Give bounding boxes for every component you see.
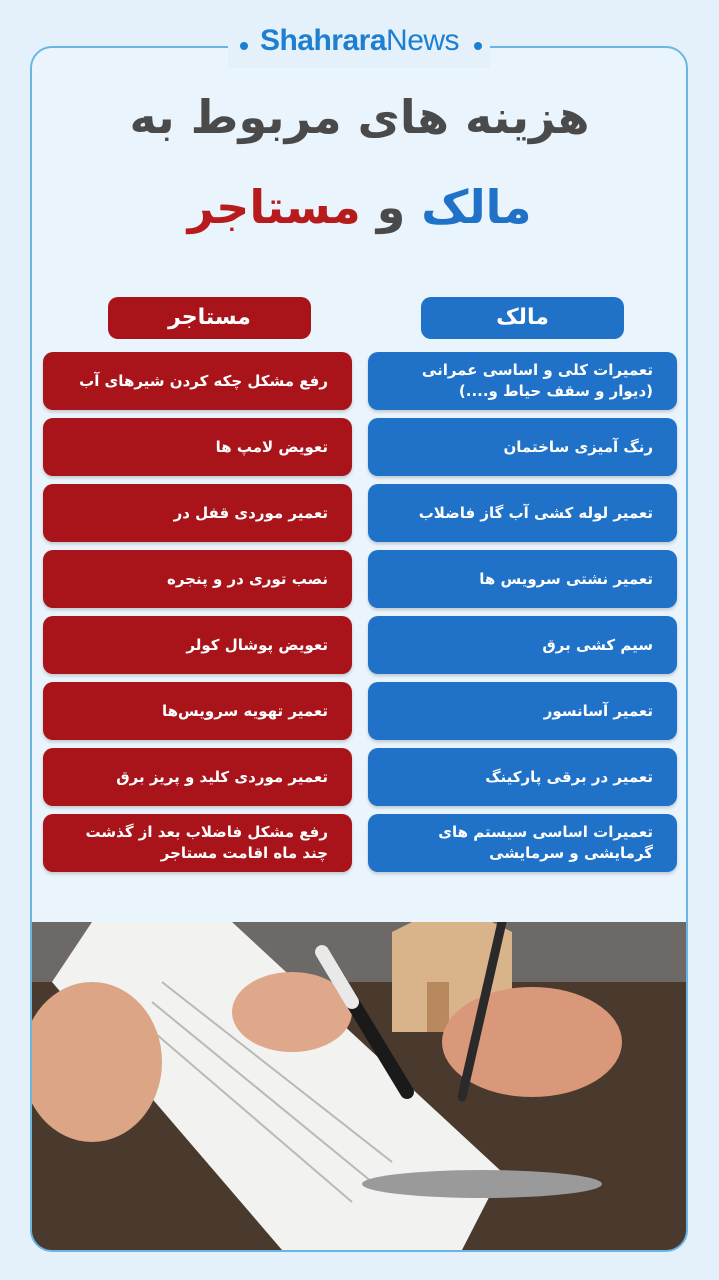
contract-signing-illustration bbox=[32, 922, 686, 1250]
owner-item: تعمیرات کلی و اساسی عمرانی (دیوار و سقف حیاط و....) bbox=[368, 352, 677, 410]
owner-item: رنگ آمیزی ساختمان bbox=[368, 418, 677, 476]
owner-column-header: مالک bbox=[421, 297, 624, 339]
owner-list bbox=[368, 352, 677, 880]
owner-item: تعمیر لوله کشی آب گاز فاضلاب bbox=[368, 484, 677, 542]
tenant-item: تعمیر موردی قفل در bbox=[43, 484, 352, 542]
tenant-item: تعویض لامپ ها bbox=[43, 418, 352, 476]
house-door bbox=[427, 982, 449, 1032]
page-title-line1: هزینه های مربوط به bbox=[129, 90, 590, 144]
contract-signing-photo bbox=[32, 922, 686, 1250]
title-tenant-word: مستاجر bbox=[187, 180, 361, 234]
owner-item: تعمیر آسانسور bbox=[368, 682, 677, 740]
tenant-item: رفع مشکل چکه کردن شیرهای آب bbox=[43, 352, 352, 410]
owner-item: تعمیر نشتی سرویس ها bbox=[368, 550, 677, 608]
tenant-item: تعمیر موردی کلید و پریز برق bbox=[43, 748, 352, 806]
page-title-line2 bbox=[60, 180, 659, 234]
brand-main: Shahrara bbox=[259, 24, 387, 57]
owner-item: سیم کشی برق bbox=[368, 616, 677, 674]
brand-suffix: News bbox=[386, 24, 460, 57]
brand-logo bbox=[0, 24, 719, 58]
owner-item: تعمیر در برقی پارکینگ bbox=[368, 748, 677, 806]
tenant-column-header: مستاجر bbox=[108, 297, 311, 339]
tenant-list bbox=[43, 352, 352, 880]
owner-item: تعمیرات اساسی سیستم های گرمایشی و سرمایشی bbox=[368, 814, 677, 872]
tenant-item: تعویض پوشال کولر bbox=[43, 616, 352, 674]
keys-icon bbox=[362, 1170, 602, 1198]
tenant-item: تعمیر تهویه سرویس‌ها bbox=[43, 682, 352, 740]
tenant-item: رفع مشکل فاضلاب بعد از گذشت چند ماه اقامت مستاجر bbox=[43, 814, 352, 872]
tenant-item: نصب توری در و پنجره bbox=[43, 550, 352, 608]
title-and-word: و bbox=[376, 180, 406, 234]
title-owner-word: مالک bbox=[421, 180, 532, 234]
